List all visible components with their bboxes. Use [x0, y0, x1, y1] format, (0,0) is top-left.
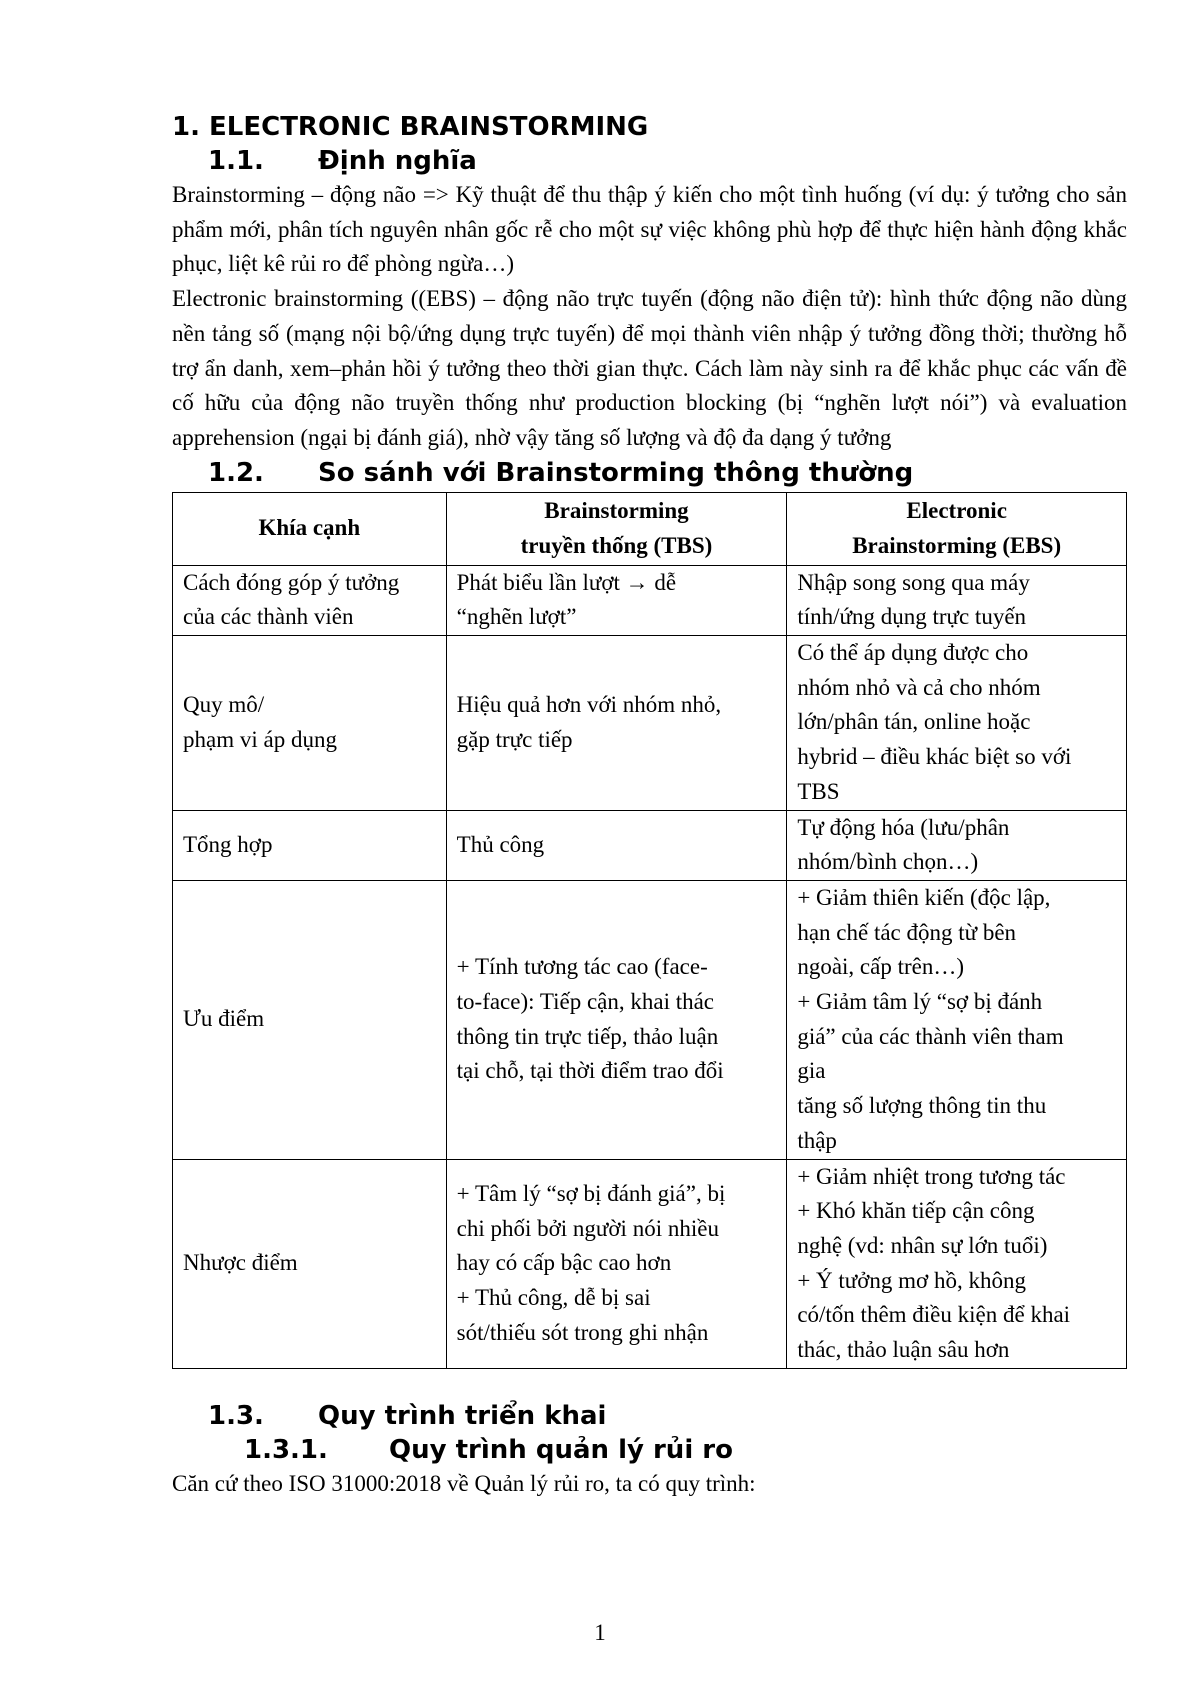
cell-line: thông tin trực tiếp, thảo luận [456, 1023, 719, 1049]
table-header-row [173, 492, 1127, 565]
cell-line: Quy mô/ [183, 692, 265, 718]
cell-line: + Khó khăn tiếp cận công [797, 1198, 1035, 1224]
document-page [172, 110, 1127, 1502]
cell-line: “nghẽn lượt” [456, 604, 577, 630]
cell-line: + Tâm lý “sợ bị đánh giá”, bị [456, 1180, 726, 1206]
cell-line: Ưu điểm [183, 1006, 265, 1032]
cell-ebs [787, 636, 1127, 811]
cell-line: Phát biểu lần lượt → dễ [456, 569, 677, 595]
cell-aspect [173, 880, 447, 1159]
cell-line: + Giảm nhiệt trong tương tác [797, 1163, 1066, 1189]
cell-line: thập [797, 1127, 837, 1153]
header-line: Khía cạnh [258, 515, 361, 541]
header-aspect [173, 492, 447, 565]
cell-line: Nhập song song qua máy [797, 569, 1030, 595]
table-row [173, 810, 1127, 880]
subsection-title: So sánh với Brainstorming thông thường [318, 457, 914, 488]
cell-line: hạn chế tác động từ bên [797, 919, 1017, 945]
cell-line: gia [797, 1058, 826, 1084]
cell-line: hybrid – điều khác biệt so với [797, 744, 1072, 770]
cell-line: to-face): Tiếp cận, khai thác [456, 989, 715, 1015]
subsubsection-heading-risk-process [244, 1433, 1127, 1467]
cell-line: thác, thảo luận sâu hơn [797, 1337, 1010, 1363]
subsubsection-number: 1.3.1. [244, 1434, 328, 1465]
cell-aspect [173, 565, 447, 635]
cell-line: + Thủ công, dễ bị sai [456, 1285, 651, 1311]
cell-line: sót/thiếu sót trong ghi nhận [456, 1319, 709, 1345]
page-number: 1 [594, 1620, 606, 1645]
table-row [173, 636, 1127, 811]
comparison-table [172, 492, 1127, 1369]
cell-tbs [446, 636, 787, 811]
cell-line: + Giảm tâm lý “sợ bị đánh [797, 989, 1043, 1015]
subsection-number: 1.2. [208, 457, 264, 488]
cell-aspect [173, 810, 447, 880]
definition-paragraph-2: Electronic brainstorming ((EBS) – động não trực tuyến (động não điện tử): hình thức động não dùng nền tảng số (mạng nội bộ/ứng dụng trực tuyến) để mọi thành viên nhập ý tưởng đồng thời; thường hỗ trợ ẩn danh, xem–phản hồi ý tưởng theo thời gian thực. Cách làm này sinh ra để khắc phục các vấn đề cố hữu của động não truyền thống như production blocking (bị “nghẽn lượt nói”) và evaluation apprehension (ngại bị đánh giá), nhờ vậy tăng số lượng và độ đa dạng ý tưởng [172, 286, 1127, 450]
cell-line: phạm vi áp dụng [183, 726, 337, 752]
section-heading: 1. ELECTRONIC BRAINSTORMING [172, 112, 649, 142]
header-tbs [446, 492, 787, 565]
cell-line: + Tính tương tác cao (face- [456, 954, 708, 980]
header-line: Electronic [906, 497, 1007, 523]
cell-line: Có thể áp dụng được cho [797, 640, 1029, 666]
subsection-number: 1.1. [208, 146, 264, 176]
cell-line: giá” của các thành viên tham [797, 1023, 1064, 1049]
cell-ebs [787, 565, 1127, 635]
cell-line: tăng số lượng thông tin thu [797, 1093, 1047, 1119]
cell-line: Hiệu quả hơn với nhóm nhỏ, [456, 692, 722, 718]
subsection-heading-process [208, 1399, 1127, 1433]
cell-line: có/tốn thêm điều kiện để khai [797, 1302, 1071, 1328]
subsection-number: 1.3. [208, 1400, 264, 1431]
cell-line: tính/ứng dụng trực tuyến [797, 604, 1027, 630]
cell-line: Tổng hợp [183, 831, 273, 857]
cell-tbs [446, 1159, 787, 1368]
header-line: truyền thống (TBS) [520, 532, 713, 558]
table-row [173, 1159, 1127, 1368]
cell-tbs [446, 880, 787, 1159]
cell-line: của các thành viên [183, 604, 354, 630]
cell-line: Tự động hóa (lưu/phân [797, 814, 1010, 840]
table-row [173, 565, 1127, 635]
cell-ebs [787, 880, 1127, 1159]
cell-line: nhóm/bình chọn…) [797, 849, 979, 875]
cell-tbs [446, 810, 787, 880]
subsection-heading-definition [208, 144, 1127, 178]
definition-paragraph-1: Brainstorming – động não => Kỹ thuật để thu thập ý kiến cho một tình huống (ví dụ: ý tưởng cho sản phẩm mới, phân tích nguyên nhân gốc rễ cho một sự việc không phù hợp để thực hiện hành động khắc phục, liệt kê rủi ro để phòng ngừa…) [172, 182, 1127, 277]
subsubsection-title: Quy trình quản lý rủi ro [389, 1434, 733, 1465]
subsection-title: Quy trình triển khai [318, 1400, 607, 1431]
cell-line: TBS [797, 778, 840, 804]
cell-line: Nhược điểm [183, 1250, 298, 1276]
header-ebs [787, 492, 1127, 565]
table-row [173, 880, 1127, 1159]
cell-aspect [173, 1159, 447, 1368]
subsection-title: Định nghĩa [318, 146, 477, 176]
cell-line: ngoài, cấp trên…) [797, 954, 964, 980]
cell-ebs [787, 1159, 1127, 1368]
cell-line: tại chỗ, tại thời điểm trao đổi [456, 1058, 724, 1084]
cell-line: Cách đóng góp ý tưởng [183, 569, 400, 595]
cell-line: nhóm nhỏ và cả cho nhóm [797, 674, 1041, 700]
cell-line: nghệ (vd: nhân sự lớn tuổi) [797, 1232, 1048, 1258]
cell-ebs [787, 810, 1127, 880]
cell-aspect [173, 636, 447, 811]
subsection-heading-comparison [208, 456, 1127, 490]
cell-line: + Giảm thiên kiến (độc lập, [797, 884, 1051, 910]
cell-line: lớn/phân tán, online hoặc [797, 709, 1031, 735]
cell-line: + Ý tưởng mơ hồ, không [797, 1267, 1026, 1293]
cell-line: gặp trực tiếp [456, 726, 573, 752]
cell-line: Thủ công [456, 831, 545, 857]
risk-process-paragraph: Căn cứ theo ISO 31000:2018 về Quản lý rủi ro, ta có quy trình: [172, 1470, 756, 1496]
cell-line: chi phối bởi người nói nhiều [456, 1215, 719, 1241]
header-line: Brainstorming [544, 497, 689, 523]
cell-line: hay có cấp bậc cao hơn [456, 1250, 672, 1276]
header-line: Brainstorming (EBS) [852, 532, 1062, 558]
cell-tbs [446, 565, 787, 635]
